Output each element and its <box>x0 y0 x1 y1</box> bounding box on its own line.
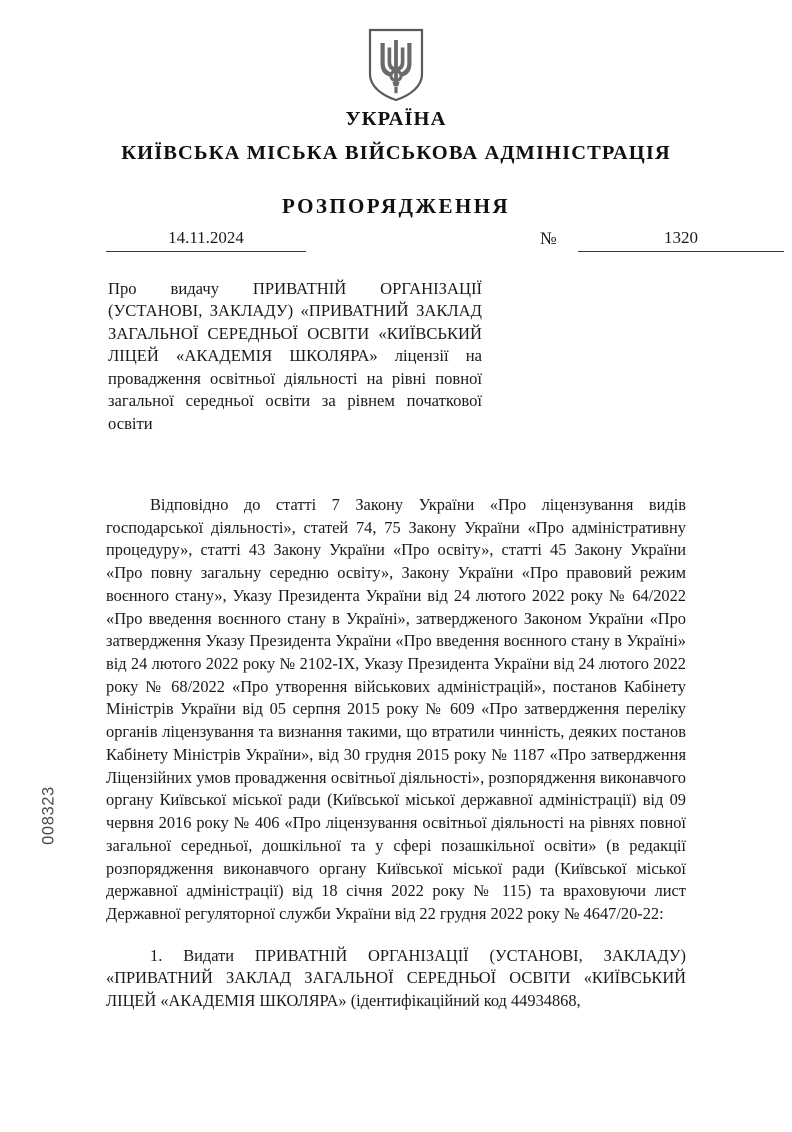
coat-of-arms-emblem <box>0 28 792 102</box>
document-date: 14.11.2024 <box>106 228 306 252</box>
page-title-country: УКРАЇНА <box>345 108 447 130</box>
page-title-authority: КИЇВСЬКА МІСЬКА ВІЙСЬКОВА АДМІНІСТРАЦІЯ <box>121 142 671 164</box>
page-title-document-type: РОЗПОРЯДЖЕННЯ <box>282 194 510 218</box>
margin-registration-stamp: 008323 <box>39 786 58 845</box>
document-number: 1320 <box>578 228 784 252</box>
document-meta-row <box>106 228 698 256</box>
body-paragraph-item-1: 1. Видати ПРИВАТНІЙ ОРГАНІЗАЦІЇ (УСТАНОВІ, ЗАКЛАДУ) «ПРИВАТНИЙ ЗАКЛАД ЗАГАЛЬНОЇ СЕРЕДНЬОЇ ОСВІТИ «КИЇВСЬКИЙ ЛІЦЕЙ «АКАДЕМІЯ ШКОЛЯРА» (ідентифікаційний код 44934868, <box>106 945 686 1011</box>
body-paragraph-preamble: Відповідно до статті 7 Закону України «Про ліцензування видів господарської діяльності», статей 74, 75 Закону України «Про адміністративну процедуру», статті 43 Закону України «Про освіту», статті 45 Закону України «Про повну загальну середню освіту», Закону України «Про правовий режим воєнного стану», Указу Президента України від 24 лютого 2022 року № 64/2022 «Про введення воєнного стану в Україні», затвердженого Законом України «Про затвердження Указу Президента України «Про введення воєнного стану в Україні» від 24 лютого 2022 року № 2102-IX, Указу Президента України від 24 лютого 2022 року № 68/2022 «Про утворення військових адміністрацій», постанов Кабінету Міністрів України від 05 серпня 2015 року № 609 «Про затвердження переліку органів ліцензування та визнання такими, що втратили чинність, деяких постанов Кабінету Міністрів України», від 30 грудня 2015 року № 1187 «Про затвердження Ліцензійних умов провадження освітньої діяльності», розпорядження виконавчого органу Київської міської ради (Київської міської державної адміністрації) від 09 червня 2016 року № 406 «Про ліцензування освітньої діяльності на рівнях повної загальної середньої, дошкільної та у сфері позашкільної освіти» (в редакції розпорядження виконавчого органу Київської міської ради (Київської міської державної адміністрації) від 18 січня 2022 року № 115) та враховуючи лист Державної регуляторної служби України від 22 грудня 2022 року № 4647/20-22: <box>106 495 686 923</box>
number-symbol: № <box>540 228 557 248</box>
document-subject: Про видачу ПРИВАТНІЙ ОРГАНІЗАЦІЇ (УСТАНОВІ, ЗАКЛАДУ) «ПРИВАТНИЙ ЗАКЛАД ЗАГАЛЬНОЇ СЕРЕДНЬОЇ ОСВІТИ «КИЇВСЬКИЙ ЛІЦЕЙ «АКАДЕМІЯ ШКОЛЯРА» ліцензії на провадження освітньої діяльності на рівні повної загальної середньої освіти за рівнем початкової освіти <box>108 279 482 433</box>
document-body <box>106 494 686 1013</box>
